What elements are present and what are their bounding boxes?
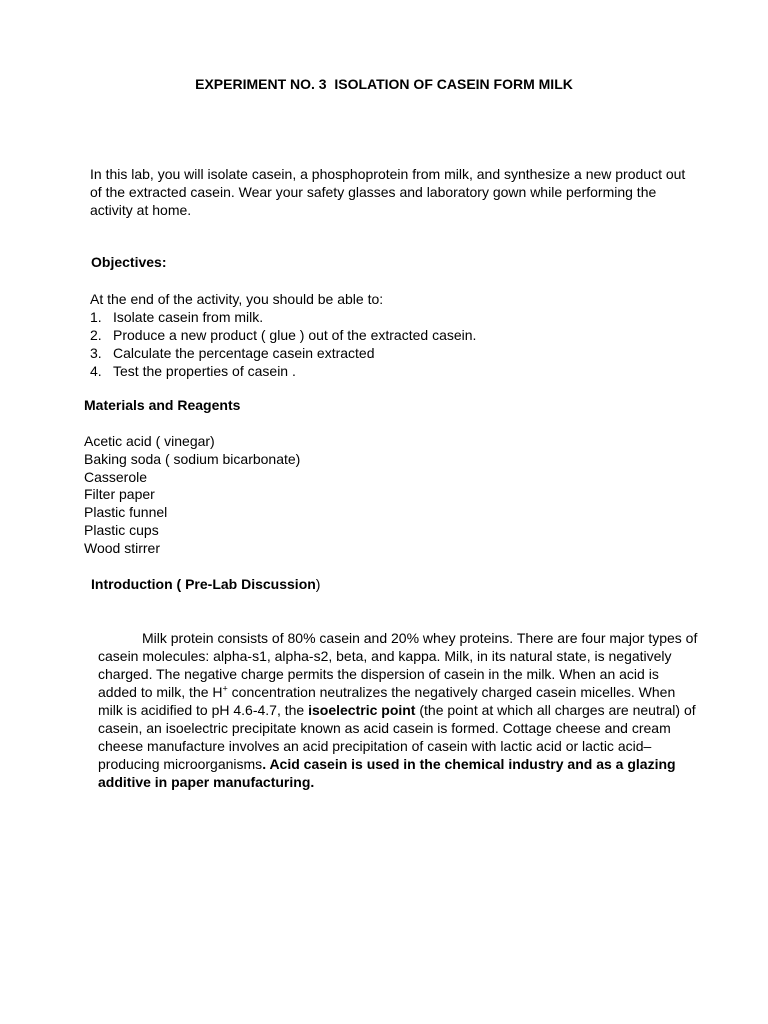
objective-text: Produce a new product ( glue ) out of the extracted casein.	[113, 327, 477, 343]
objectives-lead: At the end of the activity, you should be able to:	[90, 291, 384, 307]
prelab-heading-text: Introduction ( Pre-Lab Discussion	[91, 576, 316, 592]
material-item: Casserole	[84, 468, 148, 485]
objectives-heading: Objectives:	[91, 254, 167, 270]
discussion-text-3: (the point at which all charges are neutral) of casein, an isoelectric precipitate known as acid casein is formed. Cottage cheese and cream cheese manufacture involves an acid precipitation of casein with lactic acid or lactic acid–producing microorganisms	[98, 702, 696, 772]
objective-text: Test the properties of casein .	[113, 363, 296, 379]
objective-text: Isolate casein from milk.	[113, 309, 264, 325]
prelab-heading	[91, 576, 320, 592]
objective-item	[90, 344, 476, 362]
material-item: Filter paper	[84, 486, 155, 503]
objective-item	[90, 308, 476, 326]
material-item: Acetic acid ( vinegar)	[84, 433, 215, 449]
hydrogen-ion-superscript: +	[222, 683, 228, 694]
objectives-list	[90, 308, 476, 380]
material-item: Plastic cups	[84, 521, 159, 538]
material-item: Plastic funnel	[84, 504, 168, 521]
acid-casein-uses-text: . Acid casein is used in the chemical industry and as a glazing additive in paper manufacturing.	[98, 756, 676, 790]
prelab-heading-close: )	[315, 576, 321, 592]
objective-item	[90, 362, 476, 380]
discussion-text-2: concentration neutralizes the negatively charged casein micelles. When milk is acidified to pH 4.6-4.7, the	[98, 684, 676, 718]
objective-text: Calculate the percentage casein extracted	[113, 345, 375, 361]
material-item: Wood stirrer	[84, 539, 160, 556]
objective-number: 2.	[90, 327, 102, 343]
objective-number: 4.	[90, 363, 102, 379]
materials-heading: Materials and Reagents	[84, 397, 241, 413]
material-item: Baking soda ( sodium bicarbonate)	[84, 450, 301, 467]
intro-paragraph: In this lab, you will isolate casein, a phosphoprotein from milk, and synthesize a new product out of the extracted casein. Wear your safety glasses and laboratory gown while performing the activity at home.	[90, 166, 686, 218]
page-title: EXPERIMENT NO. 3 ISOLATION OF CASEIN FORM MILK	[195, 76, 573, 92]
objective-item	[90, 326, 476, 344]
materials-list	[84, 433, 300, 558]
prelab-discussion-paragraph	[98, 629, 698, 791]
isoelectric-point-term: isoelectric point	[308, 702, 416, 718]
objective-number: 3.	[90, 345, 102, 361]
discussion-text-1: Milk protein consists of 80% casein and 20% whey proteins. There are four major types of casein molecules: alpha-s1, alpha-s2, beta, and kappa. Milk, in its natural state, is negatively charged. The negative charge permits the dispersion of casein in the milk. When an acid is added to milk, the H	[98, 630, 698, 700]
objective-number: 1.	[90, 309, 102, 325]
